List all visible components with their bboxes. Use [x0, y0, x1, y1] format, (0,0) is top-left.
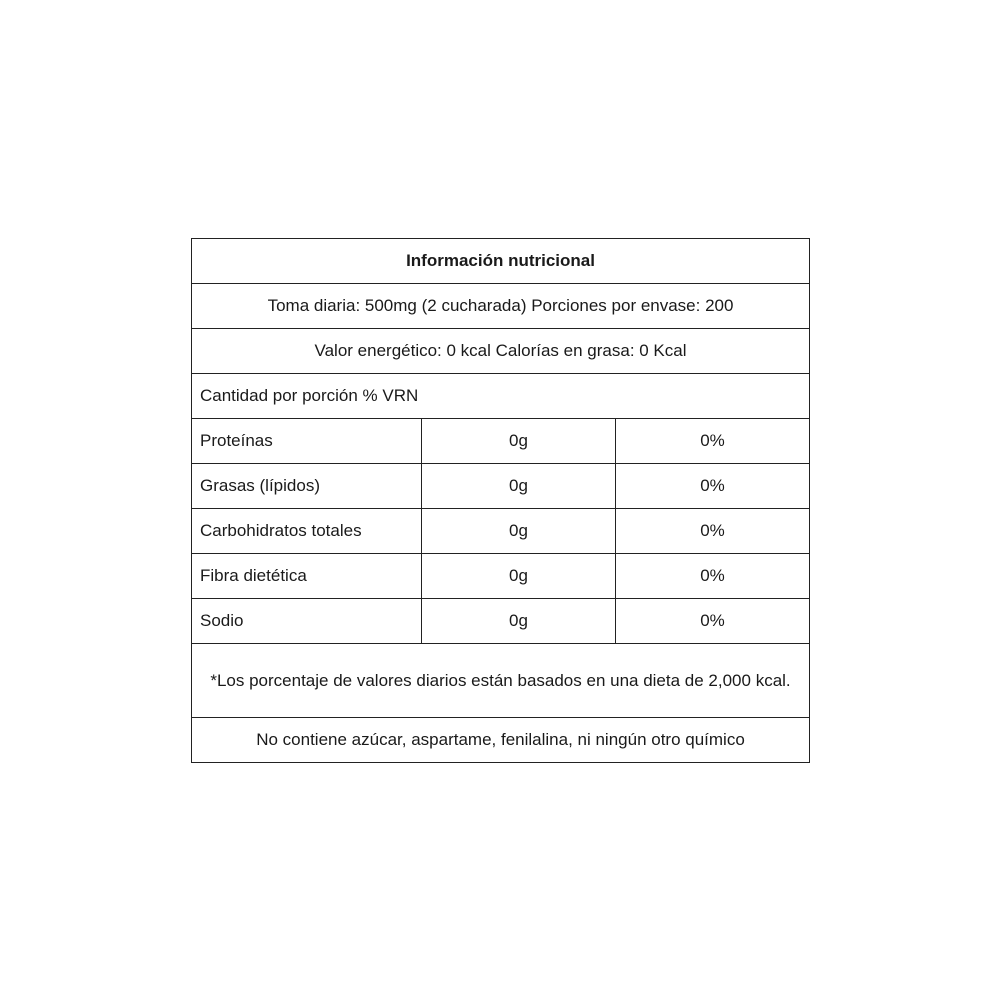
nutrient-percent: 0%: [616, 554, 810, 599]
footnote-row: [192, 644, 810, 718]
serving-info: Toma diaria: 500mg (2 cucharada) Porciones por envase: 200: [192, 284, 810, 329]
energy-info: Valor energético: 0 kcal Calorías en grasa: 0 Kcal: [192, 329, 810, 374]
nutrient-amount: 0g: [422, 419, 616, 464]
table-row: [192, 509, 810, 554]
title-row: [192, 239, 810, 284]
table-title: Información nutricional: [192, 239, 810, 284]
nutrient-percent: 0%: [616, 509, 810, 554]
nutrient-amount: 0g: [422, 464, 616, 509]
nutrient-name: Carbohidratos totales: [192, 509, 422, 554]
table-row: [192, 419, 810, 464]
footnote-text: *Los porcentaje de valores diarios están basados en una dieta de 2,000 kcal.: [192, 644, 810, 718]
disclaimer-text: No contiene azúcar, aspartame, fenilalina, ni ningún otro químico: [192, 718, 810, 763]
nutrient-name: Grasas (lípidos): [192, 464, 422, 509]
amount-header: Cantidad por porción % VRN: [192, 374, 810, 419]
amount-header-row: [192, 374, 810, 419]
energy-row: [192, 329, 810, 374]
table-row: [192, 554, 810, 599]
nutrient-amount: 0g: [422, 509, 616, 554]
nutrition-facts-table: [191, 238, 810, 763]
nutrient-percent: 0%: [616, 419, 810, 464]
table-row: [192, 599, 810, 644]
nutrient-name: Proteínas: [192, 419, 422, 464]
nutrient-name: Sodio: [192, 599, 422, 644]
nutrient-percent: 0%: [616, 464, 810, 509]
nutrient-amount: 0g: [422, 554, 616, 599]
nutrient-name: Fibra dietética: [192, 554, 422, 599]
nutrient-percent: 0%: [616, 599, 810, 644]
table-row: [192, 464, 810, 509]
serving-row: [192, 284, 810, 329]
disclaimer-row: [192, 718, 810, 763]
nutrient-amount: 0g: [422, 599, 616, 644]
